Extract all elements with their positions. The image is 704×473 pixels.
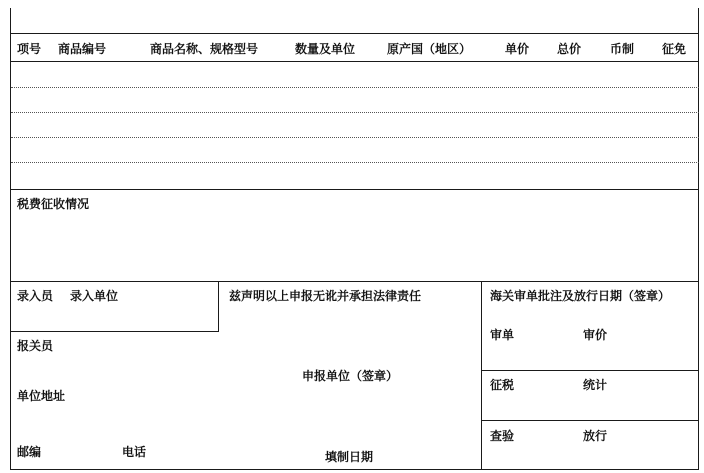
col-exemption: 征免 <box>662 42 687 56</box>
entry-unit-label: 录入单位 <box>70 289 119 303</box>
release-label: 放行 <box>583 429 608 443</box>
inspection-label: 查验 <box>490 429 515 443</box>
customs-box-rule-1 <box>481 370 699 371</box>
company-address-label: 单位地址 <box>17 389 66 403</box>
tax-collection-label: 税费征收情况 <box>17 197 90 211</box>
review-docs-label: 审单 <box>490 328 515 342</box>
goods-row-line <box>11 162 699 163</box>
fill-date-label: 填制日期 <box>325 450 374 464</box>
col-unit-price: 单价 <box>505 42 530 56</box>
col-description-spec: 商品名称、规格型号 <box>150 42 259 56</box>
declaring-unit-seal-label: 申报单位（签章） <box>302 369 399 383</box>
col-quantity-unit: 数量及单位 <box>295 42 356 56</box>
goods-row-line <box>11 137 699 138</box>
form-bottom-border <box>10 469 699 470</box>
entry-box-right-border <box>218 281 219 332</box>
header-top-rule <box>10 33 699 34</box>
levy-tax-label: 征税 <box>490 378 515 392</box>
customs-box-rule-2 <box>481 420 699 421</box>
phone-label: 电话 <box>122 445 147 459</box>
col-commodity-code: 商品编号 <box>58 42 107 56</box>
goods-row-line <box>11 112 699 113</box>
goods-table-bottom-rule <box>10 189 699 190</box>
col-currency: 币制 <box>610 42 635 56</box>
postcode-label: 邮编 <box>17 445 42 459</box>
col-total-price: 总价 <box>557 42 582 56</box>
declaration-statement: 兹声明以上申报无讹并承担法律责任 <box>229 289 422 303</box>
header-bottom-rule <box>10 61 699 62</box>
entry-clerk-label: 录入员 <box>17 289 54 303</box>
col-origin-country: 原产国（地区） <box>387 42 472 56</box>
entry-box-bottom-border <box>10 331 219 332</box>
form-left-border <box>10 8 11 470</box>
tax-section-bottom-rule <box>10 281 699 282</box>
customs-approval-title: 海关审单批注及放行日期（签章） <box>490 289 671 303</box>
customs-box-left-border <box>481 281 482 470</box>
col-item-no: 项号 <box>17 42 42 56</box>
review-price-label: 审价 <box>583 328 608 342</box>
form-right-border <box>698 8 699 470</box>
statistics-label: 统计 <box>583 378 608 392</box>
declarer-label: 报关员 <box>17 339 54 353</box>
goods-row-line <box>11 87 699 88</box>
